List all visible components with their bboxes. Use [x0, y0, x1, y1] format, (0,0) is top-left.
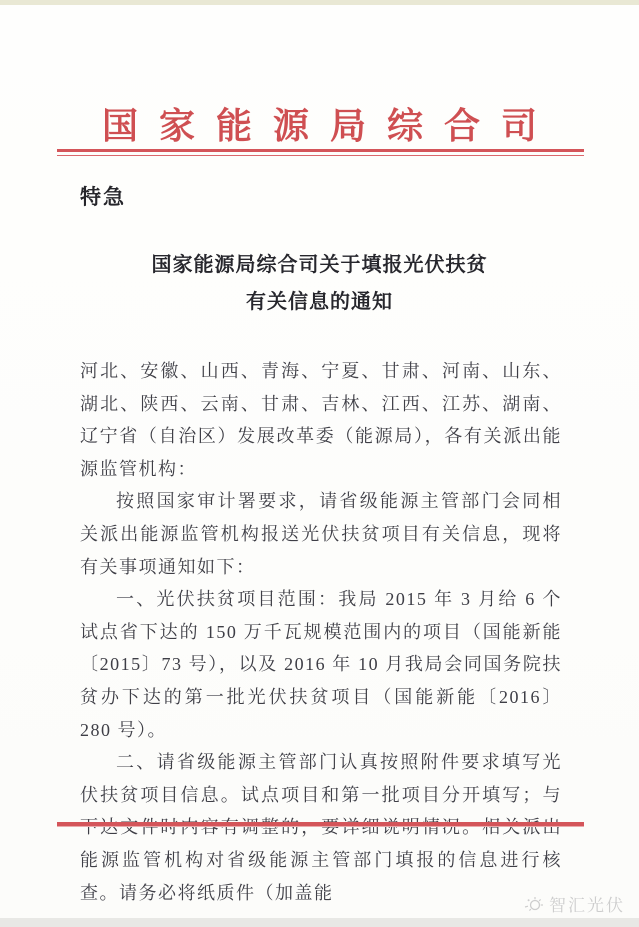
scan-edge-top — [0, 0, 639, 5]
recipients-line: 河北、安徽、山西、青海、宁夏、甘肃、河南、山东、湖北、陕西、云南、甘肃、吉林、江西、江苏、湖南、辽宁省（自治区）发展改革委（能源局），各有关派出能源监管机构： — [80, 361, 562, 479]
document-title-line2: 有关信息的通知 — [246, 291, 393, 313]
sun-logo-icon — [524, 894, 544, 914]
footer-red-rule — [57, 822, 584, 827]
document-title — [0, 247, 639, 321]
letterhead-agency-name: 国家能源局综合司 — [101, 106, 558, 146]
paragraph-item-1: 一、光伏扶贫项目范围：我局 2015 年 3 月给 6 个试点省下达的 150 万千瓦规模范围内的项目（国能新能〔2015〕73 号），以及 2016 年 10 月我局会同国务院扶贫办下达的第一批光伏扶贫项目（国能新能〔2016〕280 号）。 — [80, 589, 562, 740]
letterhead-red-rule — [57, 149, 584, 156]
watermark — [524, 891, 625, 916]
document-title-line1: 国家能源局综合司关于填报光伏扶贫 — [151, 254, 488, 276]
scan-edge-bottom — [0, 918, 639, 927]
watermark-text: 智汇光伏 — [549, 896, 625, 915]
urgency-label: 特急 — [80, 185, 126, 209]
paragraph-item-2: 二、请省级能源主管部门认真按照附件要求填写光伏扶贫项目信息。试点项目和第一批项目分开填写；与下达文件时内容有调整的，要详细说明情况。相关派出能源监管机构对省级能源主管部门填报的信息进行核查。请务必将纸质件（加盖能 — [80, 752, 562, 903]
paragraph-intro: 按照国家审计署要求，请省级能源主管部门会同相关派出能源监管机构报送光伏扶贫项目有关信息，现将有关事项通知如下： — [80, 491, 562, 577]
